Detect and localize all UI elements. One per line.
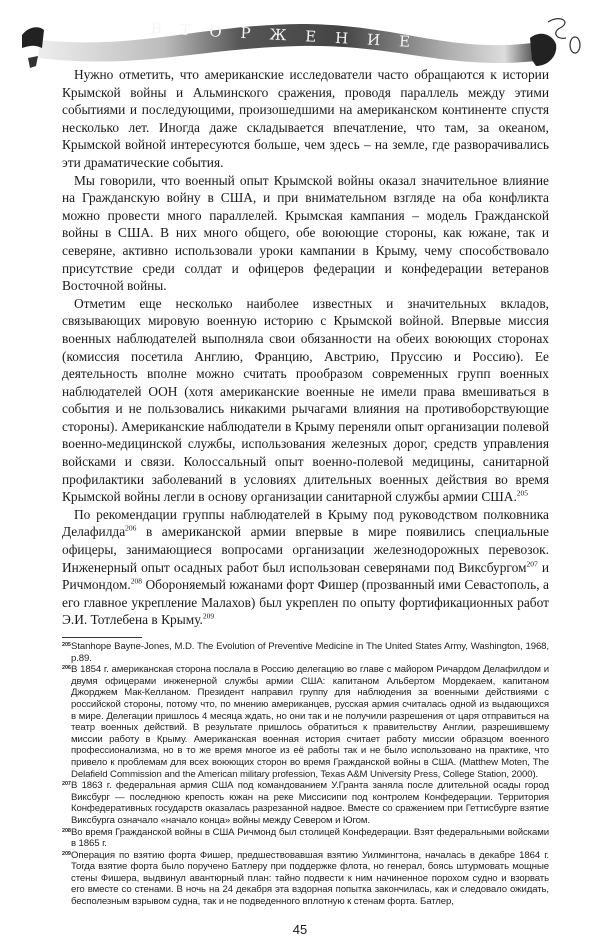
paragraph-text: Отметим еще несколько наиболее известных и значительных вкладов, связывающих мировую военную историю с Крымской войной. Впервые миссия военных наблюдателей выполняла свои обязанности на обеих воюющих сторонах (комиссия посетила Англию, Францию, Австрию, Пруссию и Россию). Ее деятельность вполне можно считать прообразом современных групп военных наблюдателей ООН (хотя американские военные не имели права вмешиваться в события и не пользовались никакими рычагами влияния на противоборствующие стороны). Американские наблюдатели в Крыму переняли опыт организации полевой военно-медицинской службы, использования железных дорог, средств управления войсками и связи. Колоссальный опыт военно-полевой медицины, санитарной профилактики заболеваний в условиях длительных военных действия во время Крымской войны легли в основу организации санитарной службы армии США.	[62, 295, 549, 505]
footnotes	[62, 641, 549, 908]
paragraph-text: По рекомендации группы наблюдателей в Крыму под руководством полковника Делафилда	[62, 506, 549, 540]
footnote-number: 205	[62, 642, 71, 648]
footnote	[62, 641, 549, 664]
page-number: 45	[292, 921, 308, 937]
chapter-title-letter: И	[366, 30, 381, 50]
chapter-title-letter: Р	[240, 23, 252, 43]
footnote-text: В 1854 г. американская сторона послала в Россию делегацию во главе с майором Ричардом Делафилдом и двумя офицерами инженерной службы армии США: капитаном Альбертом Мордекаем, капитаном Джорджем Мак-Келланом. Президент направил группу для наблюдения за военными действиями с российской стороны, потому что, по мнению американцев, русская армия считалась одной из выдающихся в мире. Делегации пришлось 4 месяца ждать, но они так и не получили разрешения от царя отправиться на театр военных действий. В результате пришлось обратиться к правительству Англии, разрешившему миссии работу в Крыму. Американская военная история считает работу миссии образцом военного профессионализма, но в то же время многое из её работы так и не было использовано на практике, что привело к проблемам для всех воюющих сторон во время Гражданской войны в США. (Matthew Moten, The Delafield Commission and the American military profession, Texas A&M University Press, College Station, 2000).	[71, 664, 549, 780]
chapter-title-letter: Е	[304, 27, 317, 46]
footnote	[62, 827, 549, 850]
footnote-number: 208	[62, 827, 71, 834]
footnote-ref[interactable]: 205	[516, 488, 529, 498]
footnote-text: Операция по взятию форта Фишер, предшествовавшая взятию Уилмингтона, началась в декабре 1864 г. Тогда взятие форта было поручено Батлеру при поддержке флота, но генерал, боясь штурмовать мощные стены Фишера, выдвинул авантюрный план: тайно подвести к ним начиненное порохом судно и взорвать его вместе со стенами. В ночь на 24 декабря эта вздорная попытка закончилась, как и следовало ожидать, бесполезным взрывом судна, так и не подведенного вплотную к стенам форта. Батлер,	[71, 849, 549, 908]
footnote-text: Во время Гражданской войны в США Ричмонд был столицей Конфедерации. Взят федеральными войсками в 1865 г.	[71, 826, 549, 850]
chapter-title-letter: Н	[334, 28, 349, 48]
chapter-title-letter: О	[208, 22, 223, 41]
paragraph	[62, 295, 549, 506]
chapter-banner	[0, 0, 600, 66]
footnote-ref[interactable]: 207	[526, 559, 538, 569]
footnote-divider	[62, 637, 142, 638]
chapter-title-letter: Т	[179, 20, 191, 40]
footnote-number: 209	[62, 850, 71, 857]
paragraph-text: в американской армии впервые в мире появились специальные офицеры, занимающиеся вопросами организации железнодорожных перевозок. Инженерный опыт осадных работ был использован северянами под Виксбургом	[62, 524, 549, 575]
footnote	[62, 780, 549, 826]
paragraph: Мы говорили, что военный опыт Крымской войны оказал значительное влияние на Гражданскую войну в США, и при внимательном взгляде на оба конфликта можно провести много параллелей. Крымская кампания – модель Гражданской войны в США. В них много общего, обе воюющие стороны, как южане, так и северяне, активно использовали уроки кампании в Крыму, чему способствовало присутствие среди солдат и офицеров федерации и конфедерации ветеранов Восточной войны.	[62, 172, 549, 294]
footnote-text: Stanhope Bayne-Jones, M.D. The Evolution of Preventive Medicine in The United States Army, Washington, 1968, p.89.	[71, 641, 549, 664]
footnote-text: В 1863 г. федеральная армия США под командованием У.Гранта заняла после длительной осады город Виксбург — последнюю крепость южан на реке Миссисипи под контролем Конфедерации. Территория Конфедеративных государств оказалась разрезанной надвое. Вместе со сражением при Геттисбурге взятие Виксбурга означало «начало конца» войны между Севером и Югом.	[71, 780, 549, 826]
chapter-title-letter: В	[150, 19, 162, 38]
chapter-title-letter: Е	[398, 32, 411, 51]
paragraph: Нужно отметить, что американские исследователи часто обращаются к истории Крымской войны и Альминского сражения, проводя параллель между этими событиями и последующими, произошедшими на американском континенте спустя несколько лет. Иногда даже складывается впечатление, что там, за океаном, Крымской войной интересуются больше, чем здесь – на земле, где разворачивались эти драматические события.	[62, 67, 549, 170]
paragraph-text: Обороняемый южанами форт Фишер (прозванный ими Севастополь, а его главное укрепление Малахов) был укреплен по опыту фортификационных работ Э.И. Тотлебена в Крыму.	[62, 577, 549, 628]
paragraph-text: и Ричмондом.	[62, 559, 550, 593]
footnote	[62, 850, 549, 908]
footnote-number: 206	[62, 665, 71, 672]
footnote-ref[interactable]: 208	[130, 576, 143, 586]
paragraph	[62, 506, 549, 629]
page-column	[62, 66, 549, 908]
footnote	[62, 664, 549, 780]
chapter-title-letter: Ж	[269, 25, 287, 45]
footnote-number: 207	[62, 781, 71, 788]
footnote-ref[interactable]: 206	[125, 523, 137, 533]
body-text	[62, 66, 549, 629]
footnote-ref[interactable]: 209	[202, 611, 215, 621]
